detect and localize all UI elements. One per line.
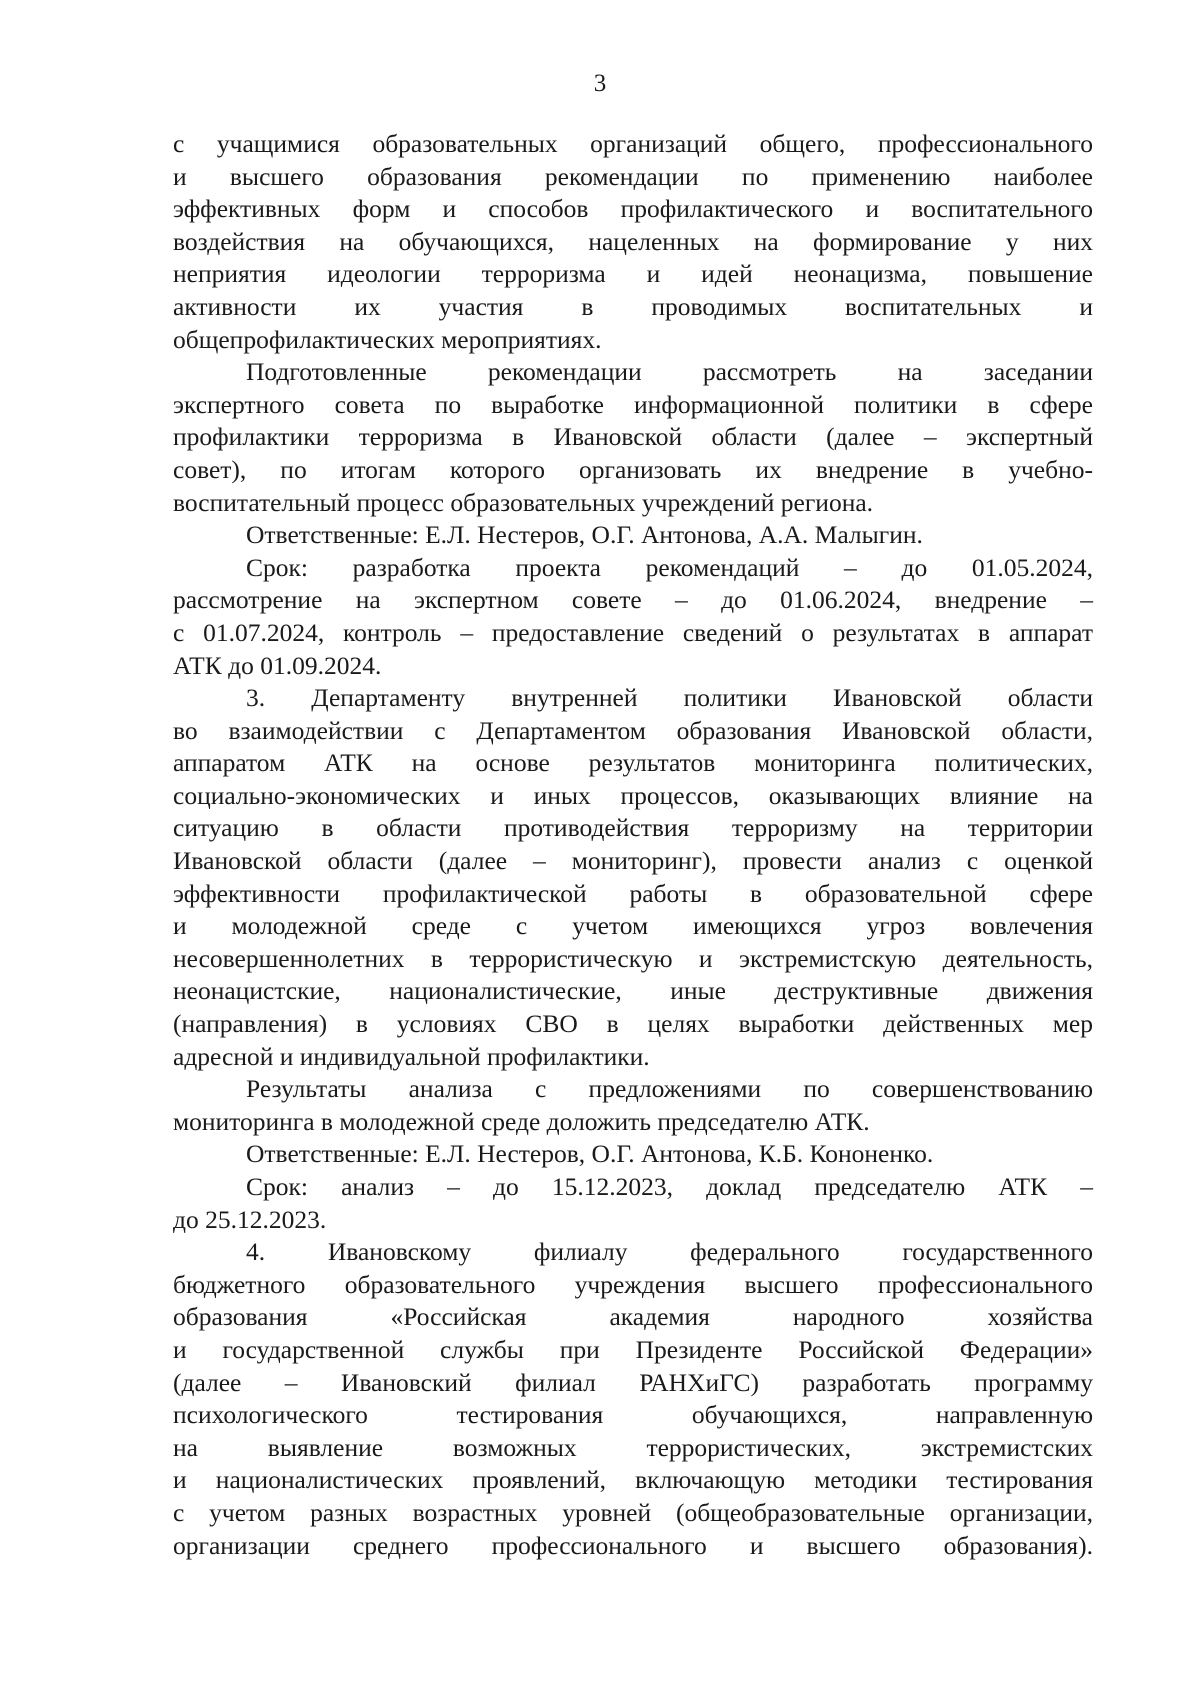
text-line: рассмотрение на экспертном совете – до 01.06.2024, внедрение – [173,585,1093,615]
page-number: 3 [593,70,607,97]
text-line: образования «Российская академия народного хозяйства [173,1302,1093,1332]
text-line: Ивановской области (далее – мониторинг), провести анализ с оценкой [173,846,1093,876]
text-line: социально-экономических и иных процессов, оказывающих влияние на [173,780,1093,810]
text-line: Срок: анализ – до 15.12.2023, доклад председателю АТК – [246,1172,1093,1201]
text-line: с 01.07.2024, контроль – предоставление сведений о результатах в аппарат [173,617,1093,647]
text-line: 3. Департаменту внутренней политики Ивановской области [246,683,1093,713]
text-line: 4. Ивановскому филиалу федерального государственного [246,1237,1093,1267]
text-line: и высшего образования рекомендации по применению наиболее [173,161,1093,191]
text-line: неприятия идеологии терроризма и идей неонацизма, повышение [173,259,1093,289]
text-line: и молодежной среде с учетом имеющихся угроз вовлечения [173,911,1093,941]
text-line: экспертного совета по выработке информационной политики в сфере [173,389,1093,419]
text-line: Ответственные: Е.Л. Нестеров, О.Г. Антонова, К.Б. Кононенко. [246,1139,934,1169]
text-line: Результаты анализа с предложениями по совершенствованию [246,1074,1093,1104]
text-line: воспитательный процесс образовательных учреждений региона. [173,487,874,517]
text-line: воздействия на обучающихся, нацеленных на формирование у них [173,226,1093,256]
text-line: Подготовленные рекомендации рассмотреть на заседании [246,357,1093,387]
text-line: до 25.12.2023. [173,1204,327,1234]
text-line: (далее – Ивановский филиал РАНХиГС) разработать программу [173,1367,1093,1397]
text-line: (направления) в условиях СВО в целях выработки действенных мер [173,1009,1093,1039]
text-line: профилактики терроризма в Ивановской области (далее – экспертный [173,422,1093,452]
text-line: общепрофилактических мероприятиях. [173,324,602,354]
text-line: с учащимися образовательных организаций общего, профессионального [173,129,1093,158]
text-line: несовершеннолетних в террористическую и экстремистскую деятельность, [173,943,1093,973]
text-line: во взаимодействии с Департаментом образования Ивановской области, [173,715,1093,745]
text-line: совет), по итогам которого организовать их внедрение в учебно- [173,454,1093,484]
text-line: активности их участия в проводимых воспитательных и [173,291,1093,321]
text-line: и государственной службы при Президенте Российской Федерации» [173,1334,1093,1364]
text-line: неонацистские, националистические, иные деструктивные движения [173,976,1093,1006]
text-line: АТК до 01.09.2024. [173,650,382,680]
text-line: ситуацию в области противодействия терроризму на территории [173,813,1093,843]
text-line: психологического тестирования обучающихся, направленную [173,1400,1093,1430]
text-line: адресной и индивидуальной профилактики. [173,1041,650,1071]
text-line: эффективности профилактической работы в образовательной сфере [173,878,1093,908]
text-line: Ответственные: Е.Л. Нестеров, О.Г. Антонова, А.А. Малыгин. [246,520,923,550]
text-line: организации среднего профессионального и высшего образования). [173,1530,1093,1560]
document-body [173,128,1093,1562]
text-line: на выявление возможных террористических, экстремистских [173,1432,1093,1462]
text-line: Срок: разработка проекта рекомендаций – до 01.05.2024, [246,552,1093,582]
text-line: эффективных форм и способов профилактического и воспитательного [173,194,1093,224]
text-line: аппаратом АТК на основе результатов мониторинга политических, [173,748,1093,778]
text-line: и националистических проявлений, включающую методики тестирования [173,1465,1093,1495]
text-line: с учетом разных возрастных уровней (общеобразовательные организации, [173,1497,1093,1527]
text-line: мониторинга в молодежной среде доложить председателю АТК. [173,1106,870,1136]
text-line: бюджетного образовательного учреждения высшего профессионального [173,1269,1093,1299]
